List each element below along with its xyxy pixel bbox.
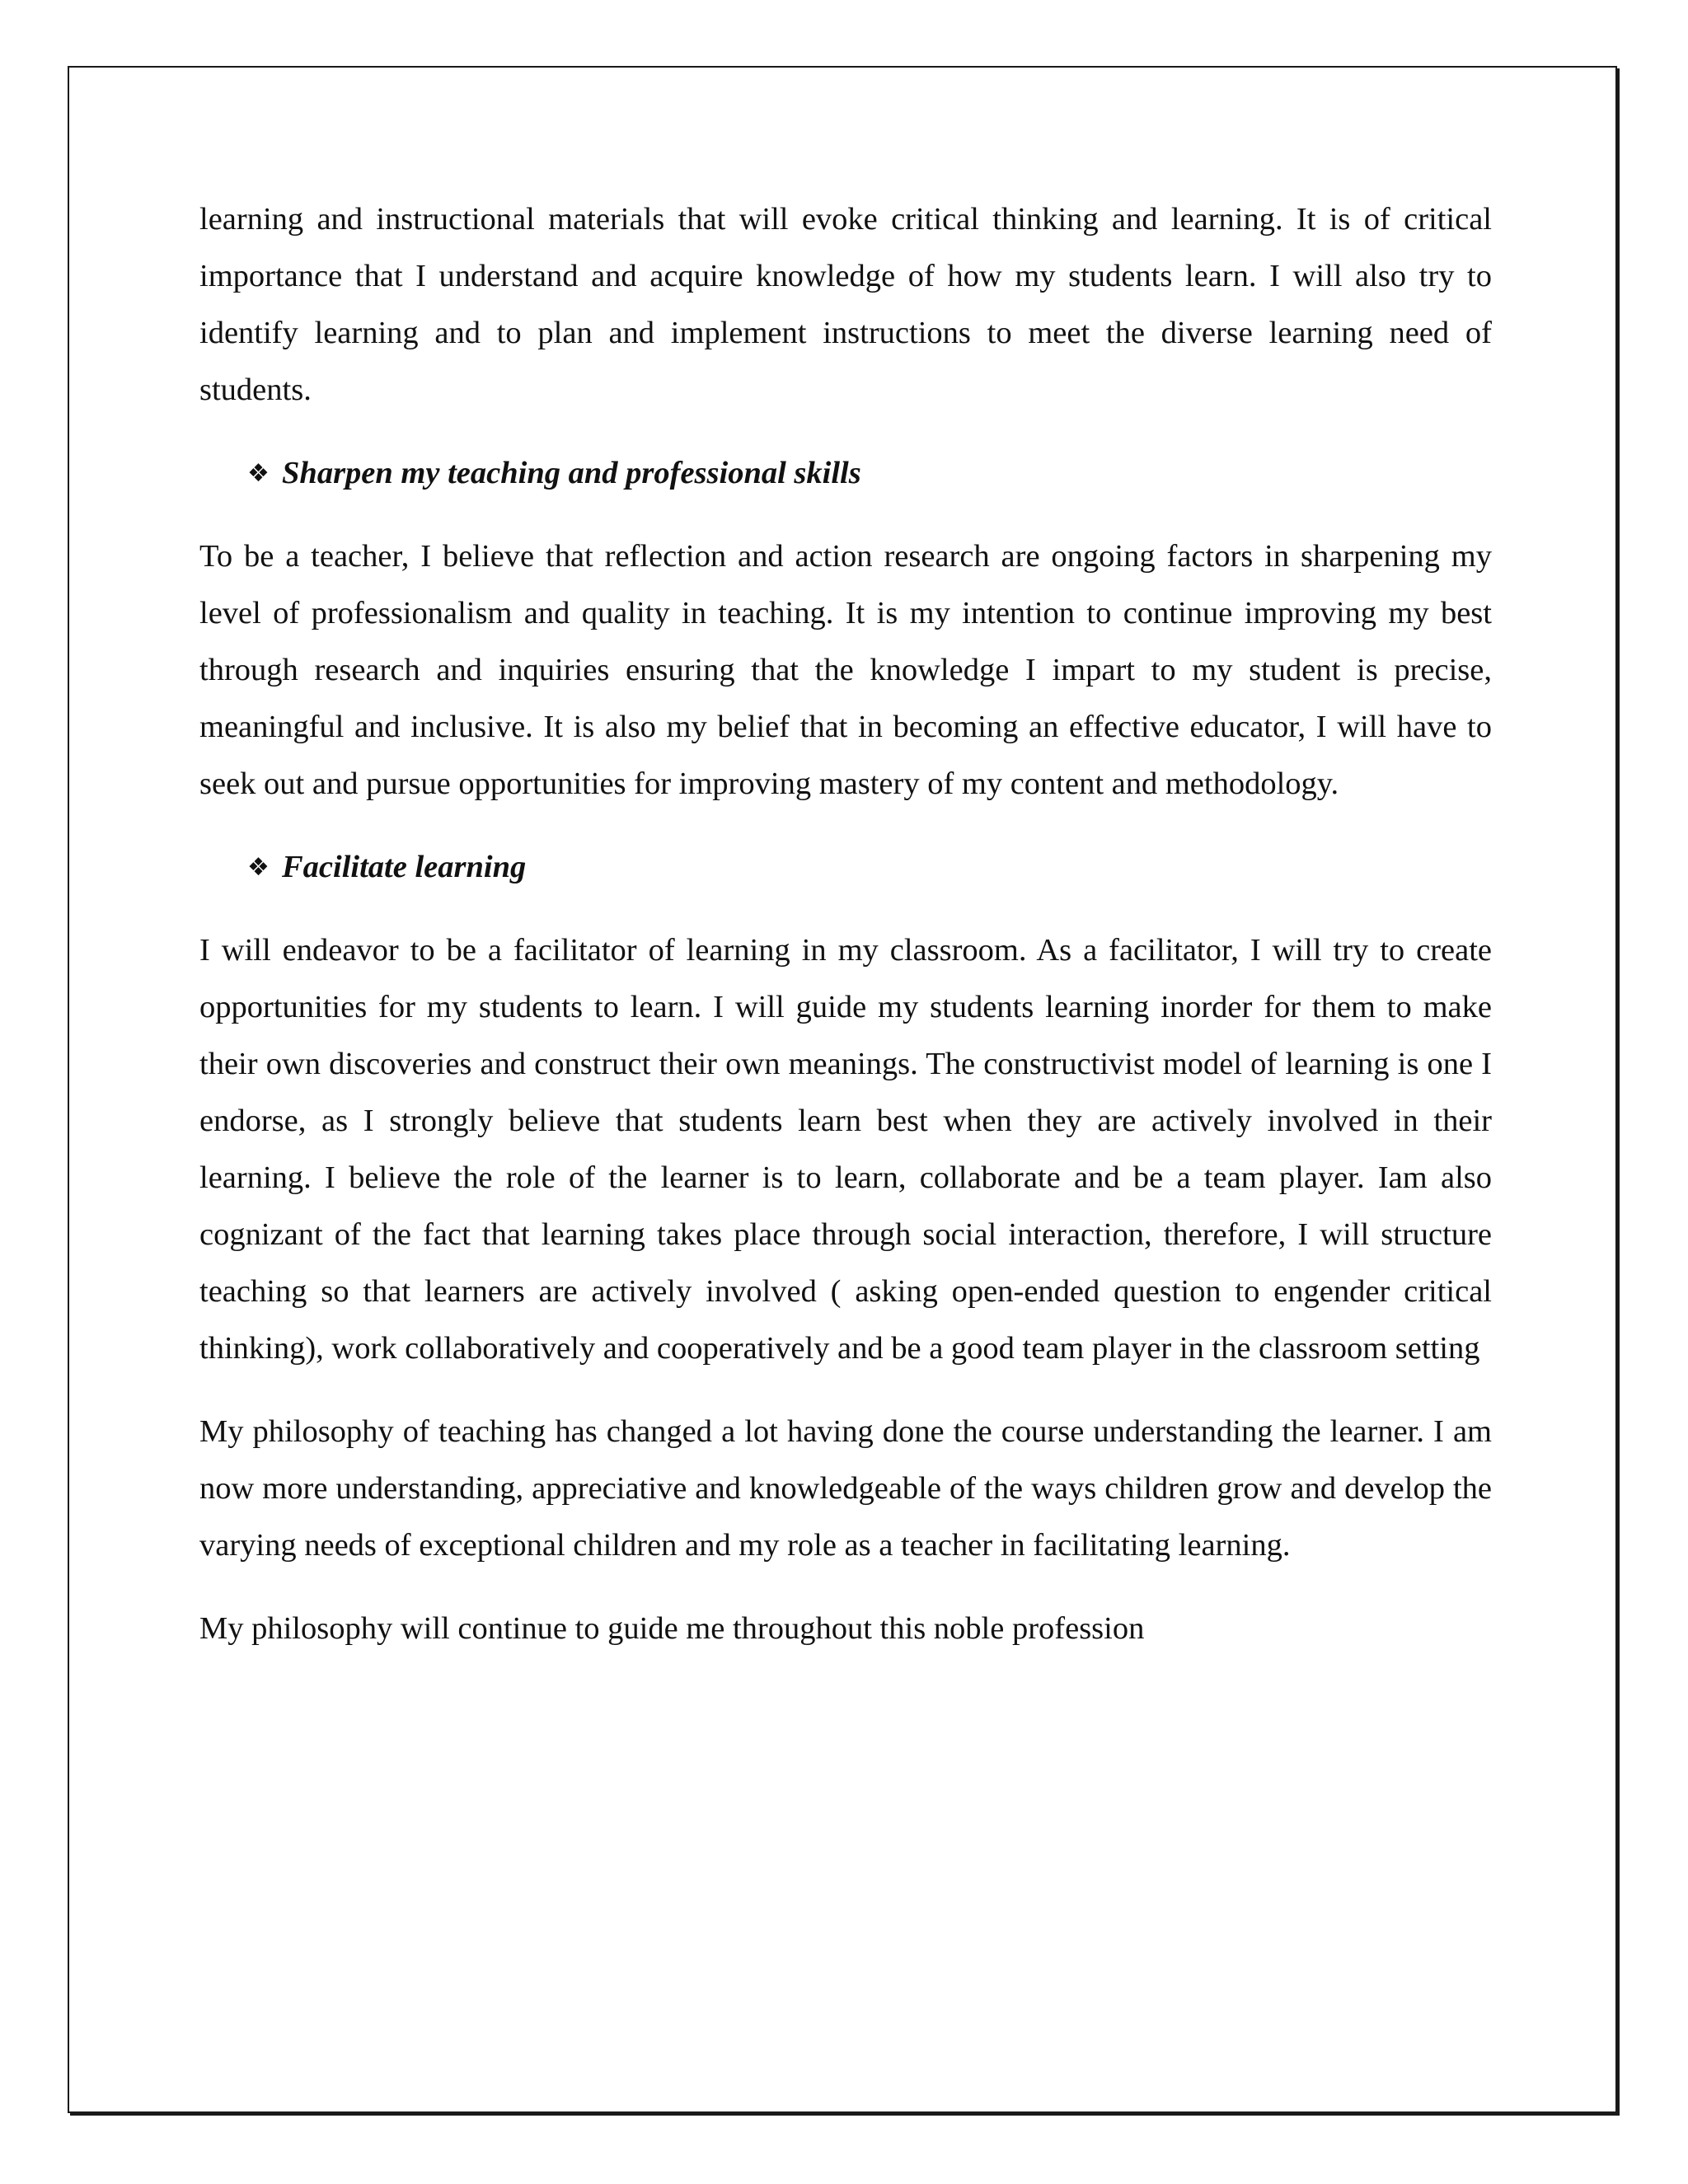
four-diamond-bullet-icon: ❖	[247, 459, 270, 488]
four-diamond-bullet-icon: ❖	[247, 853, 270, 882]
section-paragraph-sharpen-skills: To be a teacher, I believe that reflection and action research are ongoing factors in sharpening my level of professionalism and quality in teaching. It is my intention to continue improving my best through research and inquiries ensuring that the knowledge I impart to my student is precise, meaningful and inclusive. It is also my belief that in becoming an effective educator, I will have to seek out and pursue opportunities for improving mastery of my content and methodology.	[199, 539, 1492, 801]
final-paragraph: My philosophy will continue to guide me throughout this noble profession	[199, 1611, 1145, 1646]
section-paragraph-facilitate-learning: I will endeavor to be a facilitator of learning in my classroom. As a facilitator, I will try to create opportunities for my students to learn. I will guide my students learning inorder for them to make their own discoveries and construct their own meanings. The constructivist model of learning is one I endorse, as I strongly believe that students learn best when they are actively involved in their learning. I believe the role of the learner is to learn, collaborate and be a team player. Iam also cognizant of the fact that learning takes place through social interaction, therefore, I will structure teaching so that learners are actively involved ( asking open-ended question to engender critical thinking), work collaboratively and cooperatively and be a good team player in the classroom setting	[199, 933, 1492, 1366]
section-heading-text: Facilitate learning	[282, 850, 527, 884]
section-heading-text: Sharpen my teaching and professional skills	[282, 456, 861, 490]
section-heading-sharpen-skills	[247, 445, 1492, 502]
section-heading-facilitate-learning	[247, 839, 1492, 896]
document-body	[199, 191, 1492, 1684]
closing-paragraph: My philosophy of teaching has changed a lot having done the course understanding the learner. I am now more understanding, appreciative and knowledgeable of the ways children grow and develop the varying needs of exceptional children and my role as a teacher in facilitating learning.	[199, 1414, 1492, 1563]
intro-paragraph: learning and instructional materials that will evoke critical thinking and learning. It is of critical importance that I understand and acquire knowledge of how my students learn. I will also try to identify learning and to plan and implement instructions to meet the diverse learning need of students.	[199, 202, 1492, 407]
